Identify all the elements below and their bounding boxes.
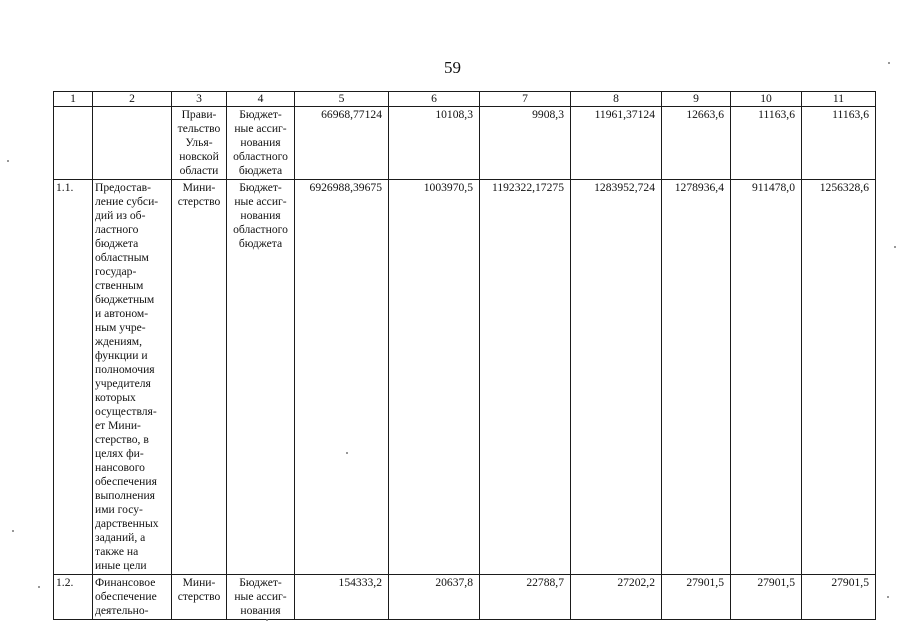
year-value-cell: 1256328,6	[802, 180, 876, 575]
column-header: 5	[295, 92, 389, 107]
funding-source-cell: Бюджет- ные ассиг- нования областного бюджета	[227, 180, 295, 575]
scan-speck	[38, 586, 40, 588]
total-cell: 6926988,39675	[295, 180, 389, 575]
year-value-cell: 11163,6	[802, 107, 876, 180]
measure-name-cell: Финансовое обеспечение деятельно-	[93, 575, 172, 620]
year-value-cell: 9908,3	[480, 107, 571, 180]
column-header: 1	[54, 92, 93, 107]
year-value-cell: 27202,2	[571, 575, 662, 620]
total-cell: 66968,77124	[295, 107, 389, 180]
year-value-cell: 1283952,724	[571, 180, 662, 575]
column-header: 9	[662, 92, 731, 107]
row-number-cell	[54, 107, 93, 180]
year-value-cell: 27901,5	[731, 575, 802, 620]
scan-speck	[12, 530, 14, 532]
budget-table	[53, 91, 876, 620]
column-header: 8	[571, 92, 662, 107]
column-header: 3	[172, 92, 227, 107]
executor-cell: Мини- стерство	[172, 180, 227, 575]
funding-source-cell: Бюджет- ные ассиг- нования областного бюджета	[227, 107, 295, 180]
scan-speck	[346, 452, 348, 454]
measure-name-cell: Предостав- ление субси- дий из об- ластного бюджета областным государ- ственным бюджетным и автоном- ным учре- ждениям, функции и полномочия учредителя которых осуществля- ет Мини- стерство, в целях фи- нансового обеспечения выполнения ими госу- дарственных заданий, а также на иные цели	[93, 180, 172, 575]
year-value-cell: 1192322,17275	[480, 180, 571, 575]
funding-source-cell: Бюджет- ные ассиг- нования	[227, 575, 295, 620]
page-number: 59	[444, 58, 461, 77]
year-value-cell: 1003970,5	[389, 180, 480, 575]
executor-cell: Прави- тельство Улья- новской области	[172, 107, 227, 180]
year-value-cell: 27901,5	[802, 575, 876, 620]
column-header: 7	[480, 92, 571, 107]
year-value-cell: 22788,7	[480, 575, 571, 620]
row-number-cell: 1.1.	[54, 180, 93, 575]
year-value-cell: 11163,6	[731, 107, 802, 180]
year-value-cell: 1278936,4	[662, 180, 731, 575]
year-value-cell: 10108,3	[389, 107, 480, 180]
column-header: 2	[93, 92, 172, 107]
scan-speck	[7, 160, 9, 162]
column-header: 4	[227, 92, 295, 107]
scan-speck	[894, 246, 896, 248]
column-header: 11	[802, 92, 876, 107]
table-row	[54, 575, 876, 620]
scan-speck	[266, 619, 268, 621]
table-row	[54, 107, 876, 180]
year-value-cell: 11961,37124	[571, 107, 662, 180]
scan-speck	[888, 62, 890, 64]
year-value-cell: 27901,5	[662, 575, 731, 620]
year-value-cell: 12663,6	[662, 107, 731, 180]
executor-cell: Мини- стерство	[172, 575, 227, 620]
year-value-cell: 911478,0	[731, 180, 802, 575]
row-number-cell: 1.2.	[54, 575, 93, 620]
column-header: 6	[389, 92, 480, 107]
measure-name-cell	[93, 107, 172, 180]
year-value-cell: 20637,8	[389, 575, 480, 620]
table-row	[54, 180, 876, 575]
scan-speck	[887, 596, 889, 598]
table-header-row	[54, 92, 876, 107]
total-cell: 154333,2	[295, 575, 389, 620]
column-header: 10	[731, 92, 802, 107]
